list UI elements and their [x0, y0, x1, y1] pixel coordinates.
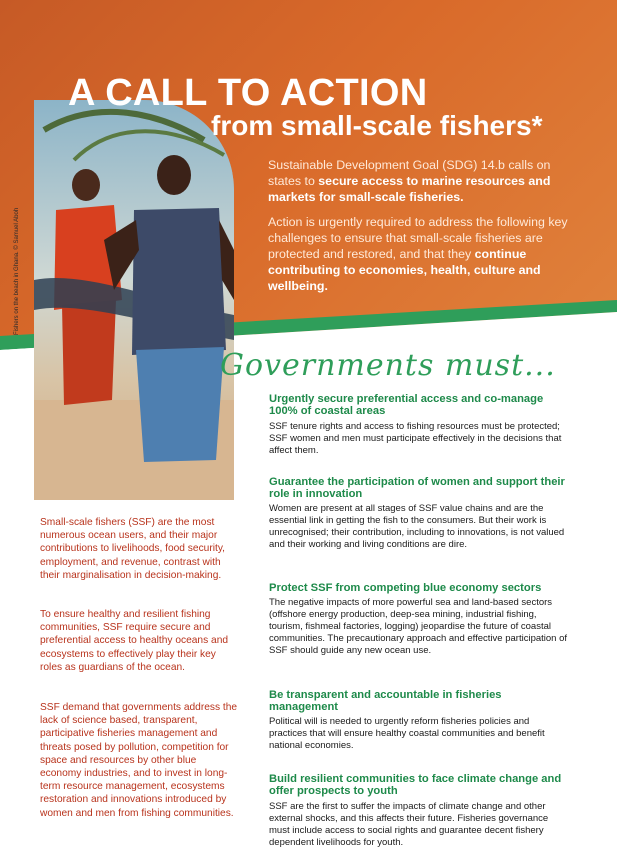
action-title: Build resilient communities to face climate change and offer prospects to youth — [269, 773, 562, 797]
action-text: The negative impacts of more powerful sea and land-based sectors (offshore energy production, deep-sea mining, industrial fishing, tourism, fishmeal factories, logging) jeopardise the future of coastal communities. The precautionary approach and effective participation of SSF should guide any new ocean use. — [269, 597, 568, 656]
left-paragraph: SSF demand that governments address the lack of science based, transparent, participative fisheries management and threats posed by pollution, competition for space and resources by other blue economy industries, and to invest in long-term resource management, ecosystems restoration and innovations introduced by women and men from fishing communities. — [40, 702, 238, 819]
action-title: Urgently secure preferential access and co-manage 100% of coastal areas — [269, 393, 544, 417]
left-paragraph: To ensure healthy and resilient fishing communities, SSF require secure and preferential access to healthy oceans and ecosystems to effectively play their key roles as guardians of the ocean. — [40, 609, 229, 673]
fishers-photo — [34, 100, 234, 500]
action-title: Be transparent and accountable in fisheries management — [269, 689, 502, 713]
action-text: Women are present at all stages of SSF value chains and are the essential link in getting the fish to the consumers. But their work is unrecognised; their contribution, including to innovations, is not valued and their working and living conditions are dire. — [269, 503, 565, 550]
action-title: Protect SSF from competing blue economy sectors — [269, 582, 542, 594]
photo-credit: Fishers on the beach in Ghana. © Samuel Aboh — [14, 207, 20, 335]
action-text: Political will is needed to urgently reform fisheries policies and practices that will ensure healthy coastal communities and benefit national economies. — [269, 716, 545, 751]
action-text: SSF tenure rights and access to fishing resources must be protected; SSF women and men must participate effectively in the decisions that affect them. — [269, 421, 562, 456]
page-subtitle: from small-scale fishers* — [211, 110, 543, 141]
intro-paragraph-action: Action is urgently required to address the following key challenges to ensure that small-scale fisheries are protected and restored, and that they continue contributing to economies, health, culture and wellbeing. — [268, 215, 568, 293]
page-title: A CALL TO ACTION — [68, 72, 428, 114]
action-text: SSF are the first to suffer the impacts of climate change and other external shocks, and this affects their future. Fisheries governance must include access to social rights and guarantee decent fishery dependent livelihoods for youth. — [269, 801, 549, 848]
action-title: Guarantee the participation of women and support their role in innovation — [269, 476, 565, 500]
governments-must-heading: Governments must... — [220, 348, 556, 383]
left-paragraph: Small-scale fishers (SSF) are the most numerous ocean users, and their major contributions to livelihoods, food security, employment, and revenue, contrast with their marginalisation in decision-making. — [40, 517, 225, 581]
intro-paragraph-sdg: Sustainable Development Goal (SDG) 14.b calls on states to secure access to marine resources and markets for small-scale fisheries. — [268, 158, 551, 204]
